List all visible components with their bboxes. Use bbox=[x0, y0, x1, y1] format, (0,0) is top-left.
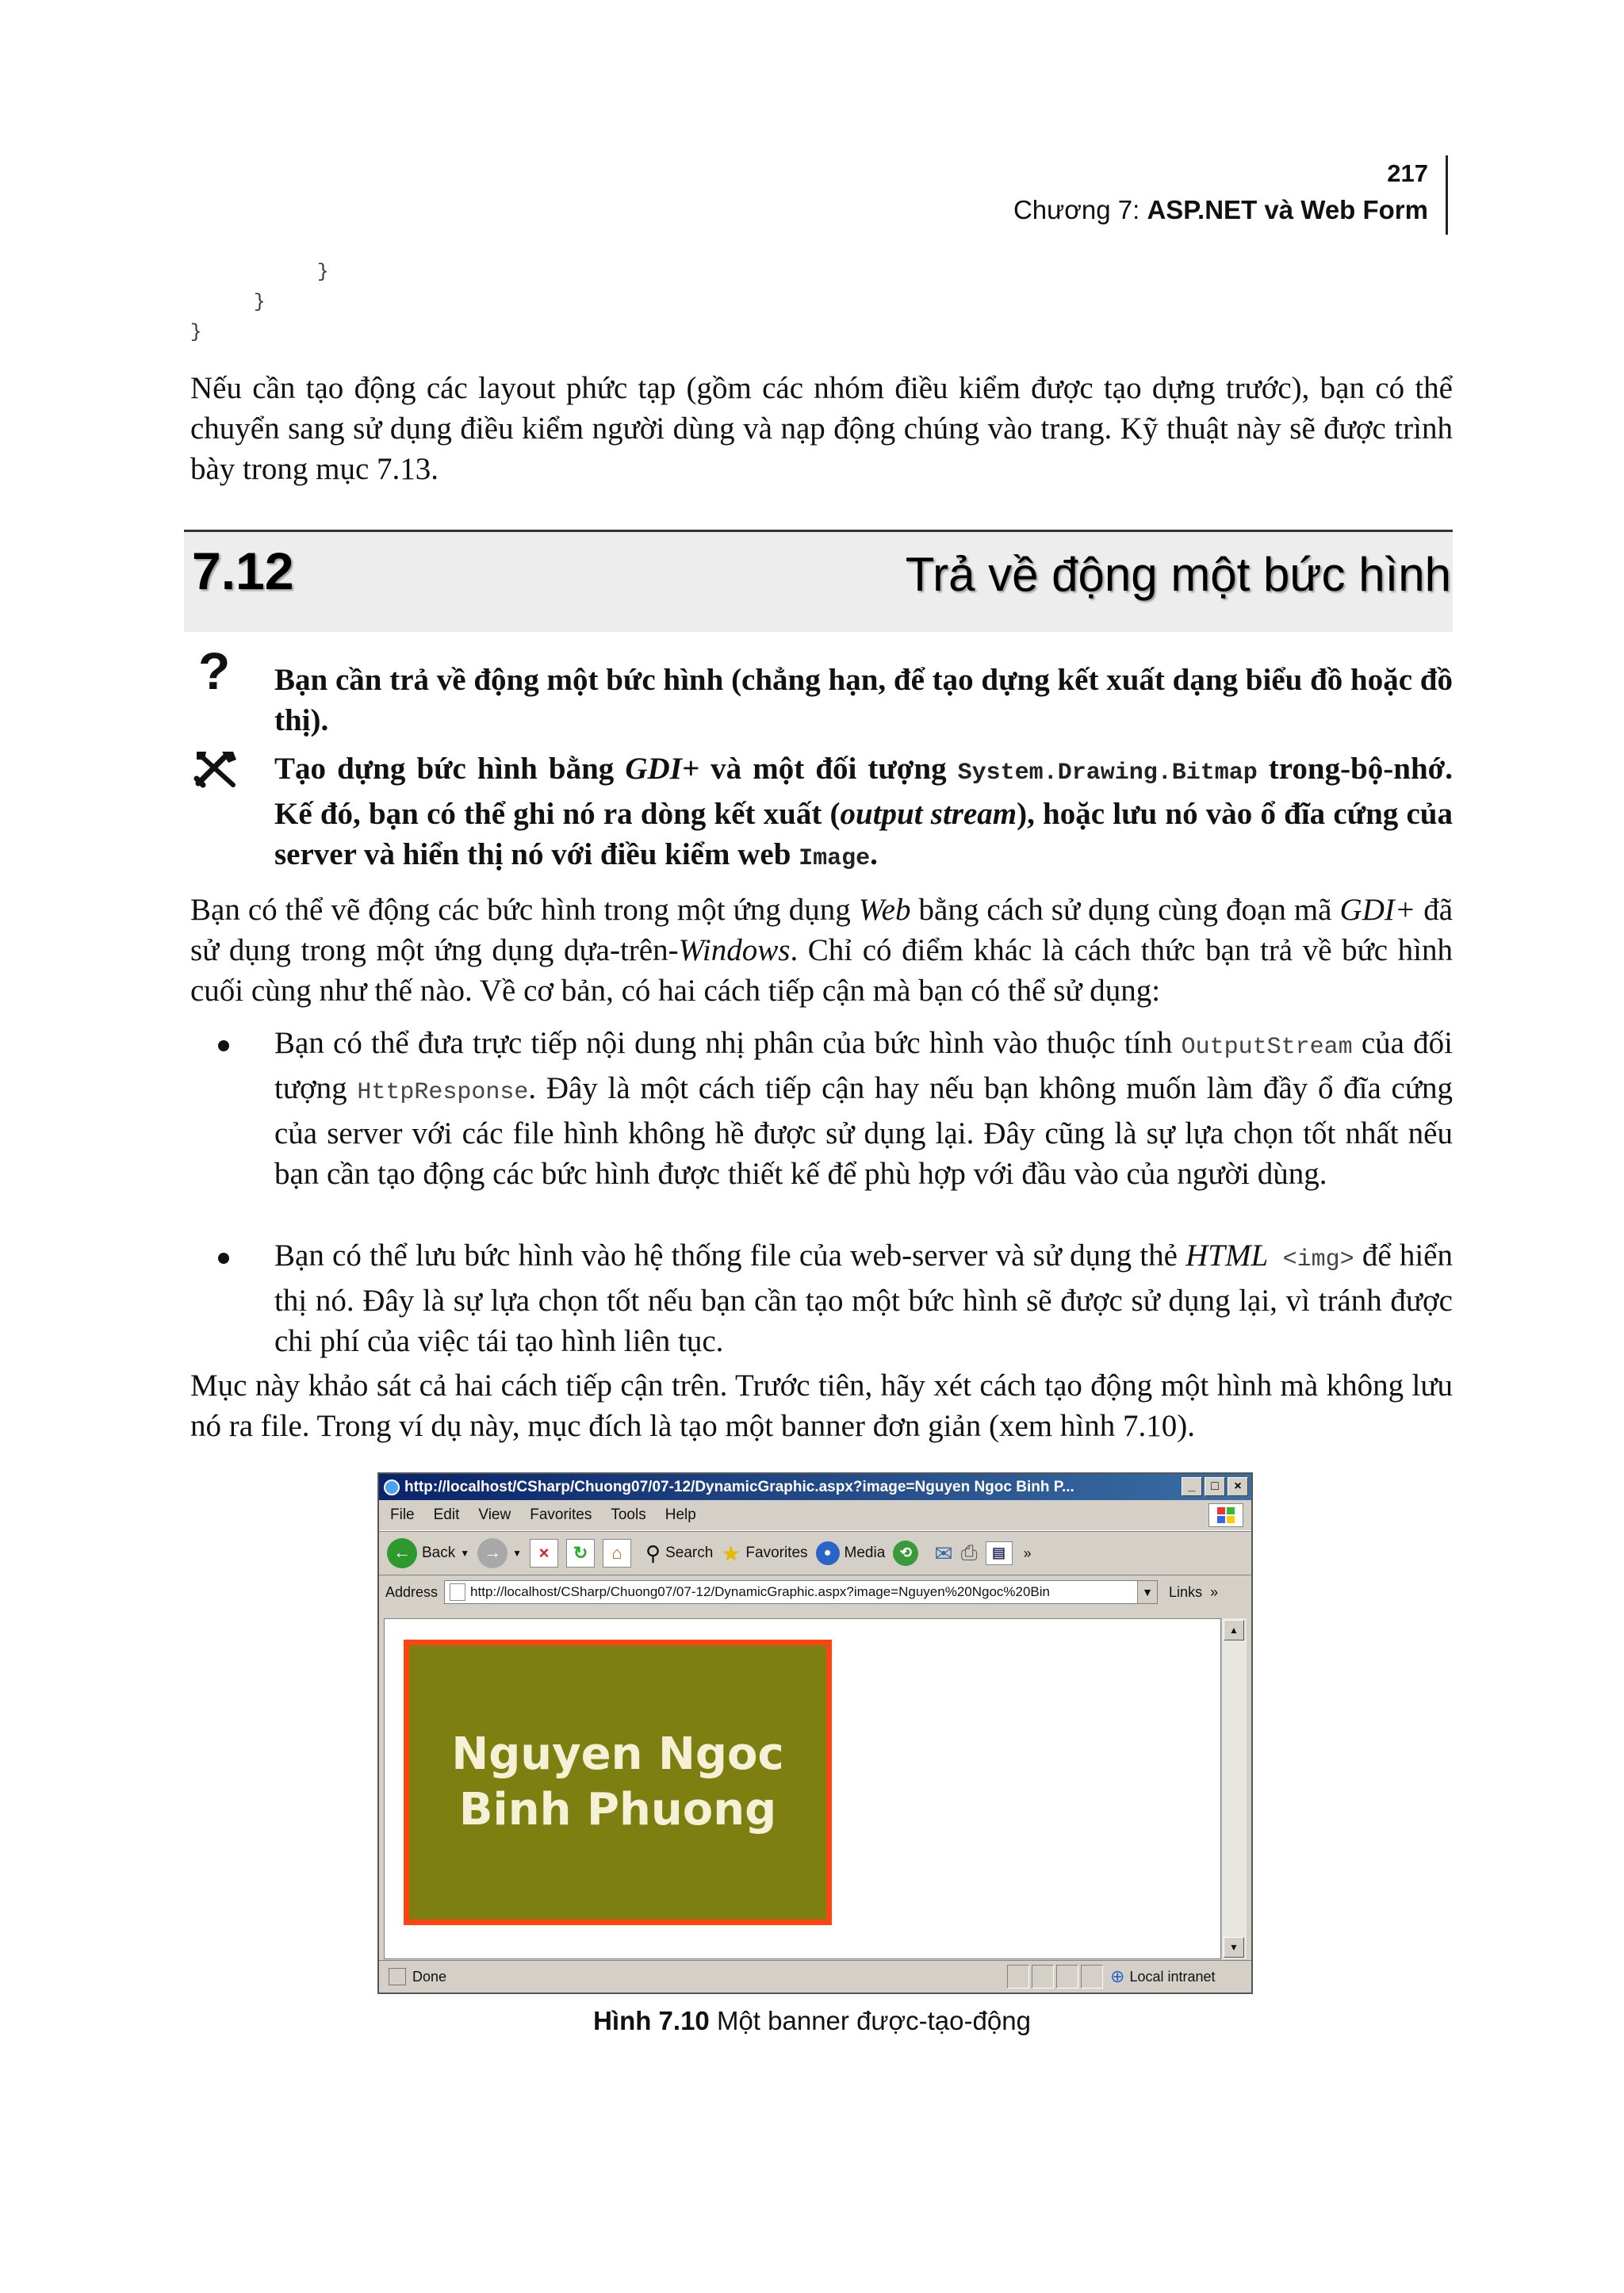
banner-line: Nguyen Ngoc bbox=[451, 1728, 784, 1780]
section-number: 7.12 bbox=[192, 542, 294, 600]
scroll-down-icon[interactable]: ▼ bbox=[1224, 1937, 1244, 1958]
intranet-icon: ⊕ bbox=[1110, 1966, 1125, 1986]
minimize-button[interactable]: _ bbox=[1182, 1477, 1202, 1496]
code-line: } bbox=[254, 292, 266, 313]
print-icon: ⎙ bbox=[960, 1541, 978, 1564]
figure-caption: Hình 7.10 Một banner được-tạo-động bbox=[593, 2006, 1031, 2035]
menu-bar bbox=[379, 1500, 1251, 1531]
security-zone: ⊕ Local intranet bbox=[1110, 1966, 1216, 1986]
status-cell bbox=[1032, 1965, 1054, 1989]
status-cell bbox=[1081, 1965, 1103, 1989]
menu-tools[interactable]: Tools bbox=[611, 1506, 646, 1523]
refresh-button[interactable] bbox=[566, 1539, 595, 1568]
home-icon: ⌂ bbox=[603, 1539, 631, 1568]
section-title: Trả về động một bức hình bbox=[905, 548, 1451, 601]
address-label: Address bbox=[385, 1583, 439, 1600]
print-button[interactable] bbox=[961, 1541, 978, 1566]
maximize-button[interactable]: □ bbox=[1205, 1477, 1225, 1496]
menu-file[interactable]: File bbox=[390, 1506, 415, 1523]
tools-icon bbox=[193, 748, 239, 790]
code-fragment bbox=[190, 258, 328, 348]
vertical-scrollbar[interactable] bbox=[1221, 1618, 1247, 1959]
address-bar bbox=[379, 1575, 1251, 1609]
links-overflow-icon[interactable]: » bbox=[1210, 1583, 1219, 1600]
page-header bbox=[1013, 155, 1448, 235]
search-icon: ⚲ bbox=[645, 1541, 661, 1565]
page-icon bbox=[450, 1583, 465, 1601]
menu-help[interactable]: Help bbox=[665, 1506, 696, 1523]
mail-icon: ✉ bbox=[934, 1541, 953, 1566]
search-button[interactable]: ⚲ Search bbox=[645, 1541, 714, 1565]
chapter-heading: Chương 7: ASP.NET và Web Form bbox=[1013, 195, 1428, 224]
status-bar bbox=[379, 1960, 1251, 1992]
question-icon: ? bbox=[198, 641, 231, 700]
page-number: 217 bbox=[1387, 159, 1428, 187]
body-paragraph: Bạn có thể vẽ động các bức hình trong một ứng dụng Web bằng cách sử dụng cùng đoạn mã GDI+ đã sử dụng trong một ứng dụng dựa-trên-Windows. Chỉ có điểm khác là cách thức bạn trả về bức hình cuối cùng như thế nào. Về cơ bản, có hai cách tiếp cận mà bạn có thể sử dụng: bbox=[190, 893, 1454, 1008]
title-bar bbox=[379, 1474, 1251, 1500]
bullet-item: Bạn có thể lưu bức hình vào hệ thống file của web-server và sử dụng thẻ HTML <img> để hiển thị nó. Đây là sự lựa chọn tốt nếu bạn cần tạo một bức hình sẽ được sử dụng lại, vì tránh được chi phí của việc tái tạo hình liên tục. bbox=[274, 1238, 1453, 1358]
chevron-down-icon: ▼ bbox=[460, 1548, 470, 1559]
toolbar bbox=[379, 1531, 1251, 1575]
menu-edit[interactable]: Edit bbox=[433, 1506, 460, 1523]
back-arrow-icon: ← bbox=[387, 1538, 417, 1568]
chevron-down-icon: ▼ bbox=[512, 1548, 523, 1559]
scroll-up-icon[interactable]: ▲ bbox=[1224, 1620, 1244, 1640]
status-cell bbox=[1056, 1965, 1078, 1989]
stop-button[interactable] bbox=[530, 1539, 558, 1568]
edit-button[interactable] bbox=[986, 1541, 1013, 1565]
star-icon: ★ bbox=[721, 1541, 741, 1566]
code-line: } bbox=[190, 322, 202, 343]
intro-paragraph: Nếu cần tạo động các layout phức tạp (gồm các nhóm điều kiểm được tạo dựng trước), bạn có thể chuyển sang sử dụng điều kiểm người dùng và nạp động chúng vào trang. Kỹ thuật này sẽ được trình bày trong mục 7.13. bbox=[190, 371, 1453, 486]
forward-arrow-icon: → bbox=[477, 1538, 508, 1568]
close-button[interactable]: × bbox=[1228, 1477, 1248, 1496]
status-text: Done bbox=[412, 1968, 447, 1985]
history-icon: ⟲ bbox=[893, 1541, 918, 1566]
code-line: } bbox=[317, 262, 329, 283]
closing-paragraph: Mục này khảo sát cả hai cách tiếp cận trên. Trước tiên, hãy xét cách tạo động một hình mà không lưu nó ra file. Trong ví dụ này, mục đích là tạo một banner đơn giản (xem hình 7.10). bbox=[190, 1369, 1453, 1443]
favorites-button[interactable]: ★ Favorites bbox=[721, 1541, 808, 1566]
status-cell bbox=[1007, 1965, 1029, 1989]
solution-text: Tạo dựng bức hình bằng GDI+ và một đối tượng System.Drawing.Bitmap trong-bộ-nhớ. Kế đó, bạn có thể ghi nó ra dòng kết xuất (output stream), hoặc lưu nó vào ổ đĩa cứng của server và hiển thị nó với điều kiểm web Image. bbox=[274, 752, 1453, 872]
ie-icon bbox=[384, 1480, 400, 1495]
bullet-dot bbox=[218, 1253, 229, 1264]
address-dropdown-icon[interactable]: ▼ bbox=[1137, 1581, 1157, 1603]
menu-view[interactable]: View bbox=[478, 1506, 511, 1523]
edit-icon: ▤ bbox=[986, 1541, 1013, 1565]
history-button[interactable] bbox=[893, 1541, 918, 1566]
stop-icon: × bbox=[530, 1539, 558, 1568]
home-button[interactable] bbox=[603, 1539, 631, 1568]
chapter-title: ASP.NET và Web Form bbox=[1147, 195, 1428, 224]
links-label[interactable]: Links bbox=[1169, 1583, 1203, 1600]
caption-label: Hình 7.10 bbox=[593, 2006, 710, 2035]
window-title: http://localhost/CSharp/Chuong07/07-12/DynamicGraphic.aspx?image=Nguyen Ngoc Binh P... bbox=[404, 1478, 1074, 1495]
address-input[interactable]: http://localhost/CSharp/Chuong07/07-12/DynamicGraphic.aspx?image=Nguyen%20Ngoc%20Bin ▼ bbox=[444, 1580, 1158, 1604]
media-icon: ● bbox=[816, 1541, 840, 1565]
bullet-dot bbox=[218, 1040, 229, 1051]
banner-line: Binh Phuong bbox=[458, 1784, 777, 1836]
page-content bbox=[384, 1618, 1221, 1959]
bullet-item: Bạn có thể đưa trực tiếp nội dung nhị phân của bức hình vào thuộc tính OutputStream của đối tượng HttpResponse. Đây là một cách tiếp cận hay nếu bạn không muốn làm đầy ổ đĩa cứng của server với các file hình không hề được sử dụng lại. Đây cũng là sự lựa chọn tốt nhất nếu bạn cần tạo động các bức hình được thiết kế để phù hợp với đầu vào của người dùng. bbox=[274, 1026, 1453, 1191]
refresh-icon: ↻ bbox=[566, 1539, 595, 1568]
menu-favorites[interactable]: Favorites bbox=[530, 1506, 592, 1523]
media-button[interactable]: ● Media bbox=[816, 1541, 886, 1565]
mail-button[interactable] bbox=[934, 1541, 952, 1567]
back-button[interactable]: ← Back ▼ bbox=[387, 1538, 469, 1568]
toolbar-overflow-icon[interactable]: » bbox=[1023, 1545, 1032, 1561]
windows-logo-icon bbox=[1208, 1503, 1243, 1527]
problem-text: Bạn cần trả về động một bức hình (chẳng hạn, để tạo dựng kết xuất dạng biểu đồ hoặc đồ thị). bbox=[274, 663, 1453, 737]
browser-window bbox=[377, 1472, 1253, 1994]
forward-button[interactable] bbox=[477, 1538, 522, 1568]
page-icon bbox=[389, 1968, 406, 1985]
generated-banner-image bbox=[404, 1640, 832, 1925]
